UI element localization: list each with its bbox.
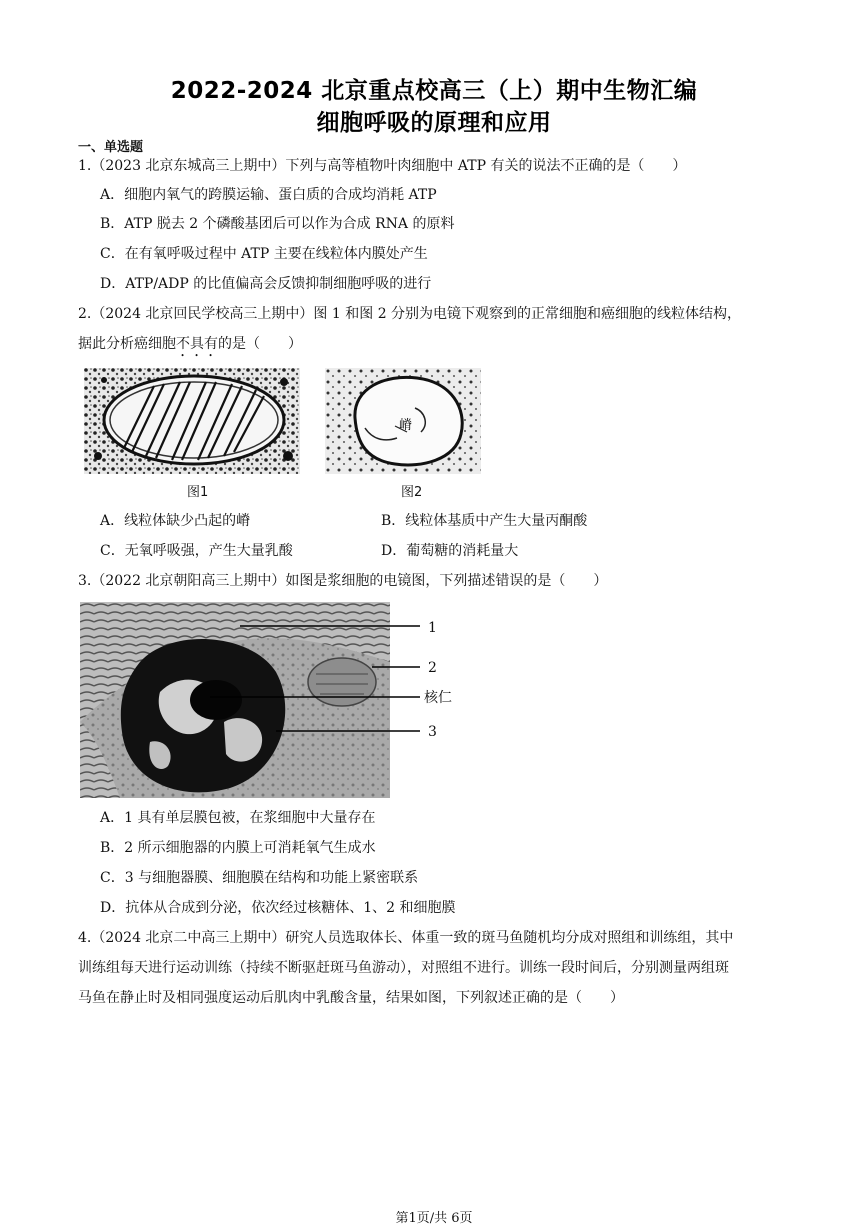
section-heading: 一、单选题 [78,140,144,155]
figure-3-label-nucleolus: 核仁 [424,690,452,706]
figure-3-label-1: 1 [428,620,437,636]
emphasis-text: 不具有 [176,336,218,352]
question-3-option-c: C．3 与细胞器膜、细胞膜在结构和功能上紧密联系 [100,870,419,886]
question-3-stem: 3.（2022 北京朝阳高三上期中）如图是浆细胞的电镜图，下列描述错误的是（ ） [78,573,608,589]
question-2-option-c: C．无氧呼吸强，产生大量乳酸 [100,543,293,559]
question-3-option-a: A．1 具有单层膜包被，在浆细胞中大量存在 [100,810,376,826]
question-2-option-d: D．葡萄糖的消耗量大 [381,543,519,559]
question-4-stem-line3: 马鱼在静止时及相同强度运动后肌肉中乳酸含量，结果如图，下列叙述正确的是（ ） [78,990,624,1006]
question-2-option-a: A．线粒体缺少凸起的嵴 [100,513,251,529]
question-3-option-b: B．2 所示细胞器的内膜上可消耗氧气生成水 [100,840,376,856]
question-1-option-c: C．在有氧呼吸过程中 ATP 主要在线粒体内膜处产生 [100,246,428,262]
document-title-line1: 2022-2024 北京重点校高三（上）期中生物汇编 [170,78,698,104]
page-number-footer: 第1页/共 6页 [395,1211,473,1226]
question-2-stem-line1: 2.（2024 北京回民学校高三上期中）图 1 和图 2 分别为电镜下观察到的正常细胞和癌细胞的线粒体结构， [78,306,742,322]
question-1-stem: 1.（2023 北京东城高三上期中）下列与高等植物叶肉细胞中 ATP 有关的说法不正确的是（ ） [78,158,687,174]
question-1-option-b: B．ATP 脱去 2 个磷酸基团后可以作为合成 RNA 的原料 [100,216,455,232]
figure-2-caption: 图2 [401,485,423,500]
question-1-option-a: A．细胞内氧气的跨膜运输、蛋白质的合成均消耗 ATP [100,187,437,203]
document-title-line2: 细胞呼吸的原理和应用 [316,110,552,136]
question-4-stem-line1: 4.（2024 北京二中高三上期中）研究人员选取体长、体重一致的斑马鱼随机均分成对照组和训练组，其中 [78,930,734,946]
figure-3-label-2: 2 [428,660,437,676]
question-1-option-d: D．ATP/ADP 的比值偏高会反馈抑制细胞呼吸的进行 [100,276,432,292]
question-2-option-b: B．线粒体基质中产生大量丙酮酸 [381,513,588,529]
figure-2-label-crista: 嵴 [399,418,413,433]
figure-1-caption: 图1 [187,485,209,500]
figure-3-label-3: 3 [428,724,437,740]
question-2-stem-line2: 据此分析癌细胞不具有的是（ ） [78,336,302,352]
question-4-stem-line2: 训练组每天进行运动训练（持续不断驱赶斑马鱼游动），对照组不进行。训练一段时间后，分别测量两组斑 [78,960,729,976]
question-3-option-d: D．抗体从合成到分泌，依次经过核糖体、1、2 和细胞膜 [100,900,456,916]
